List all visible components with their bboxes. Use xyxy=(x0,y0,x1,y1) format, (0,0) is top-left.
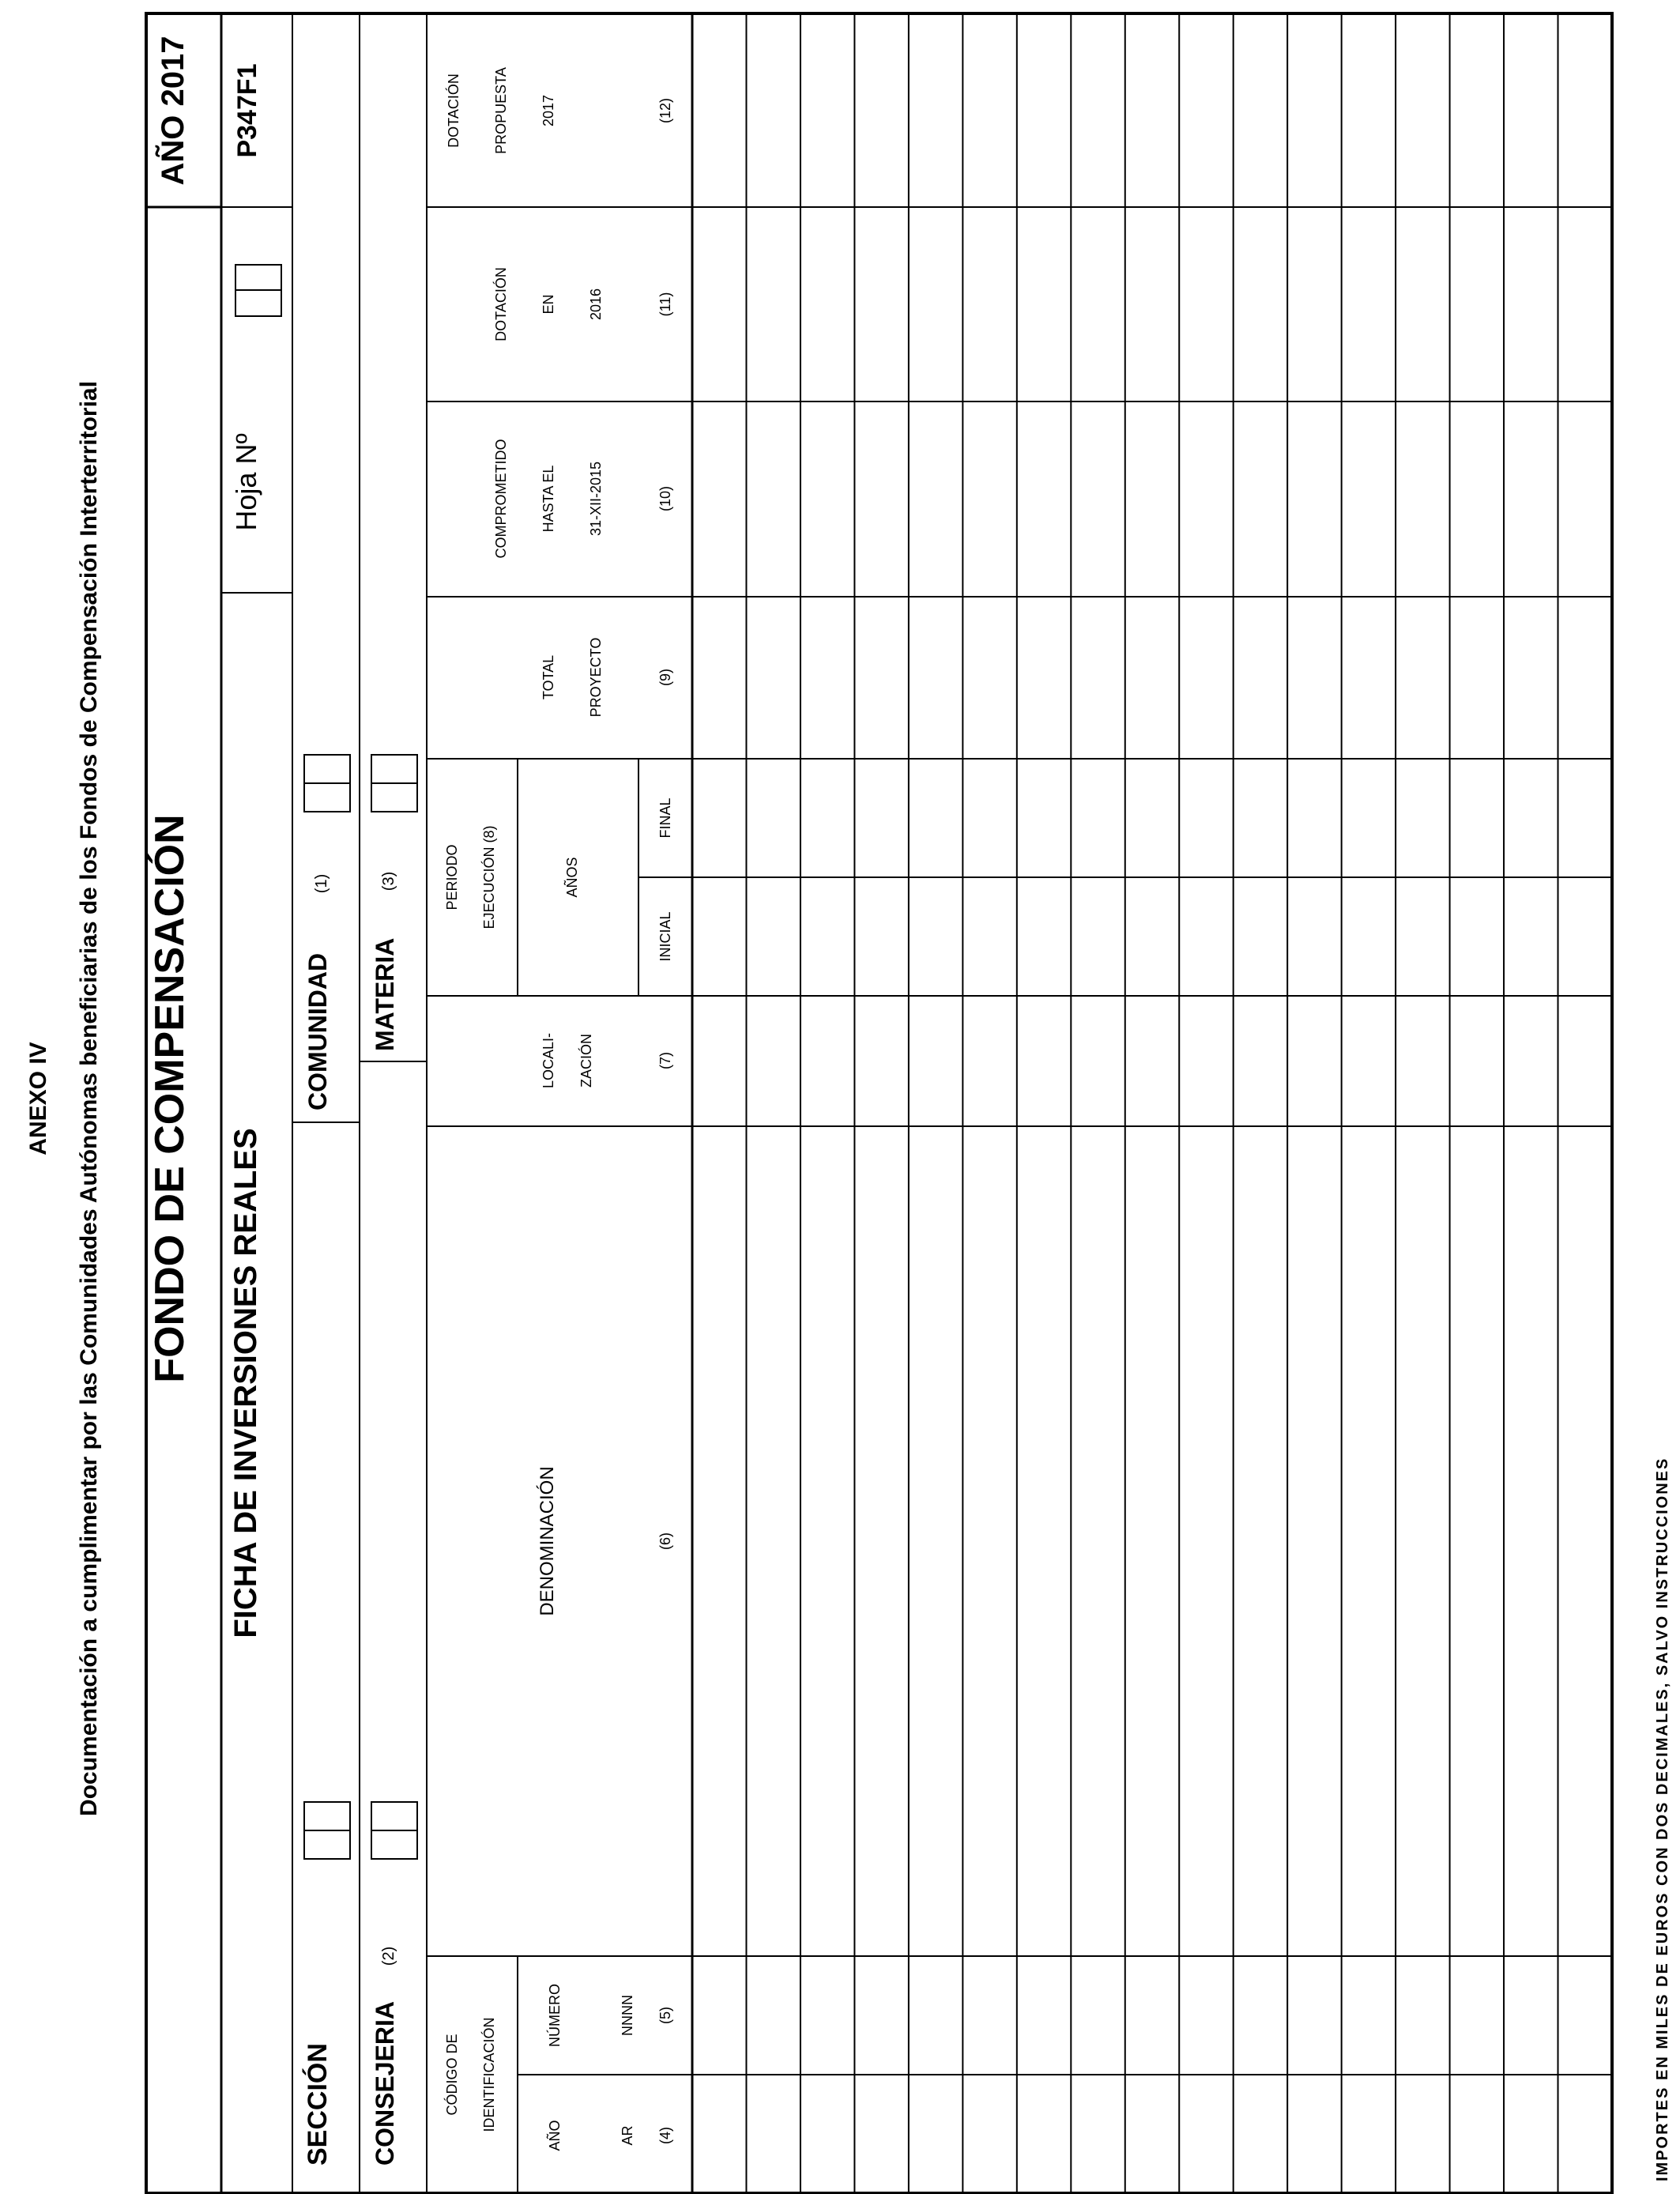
total-note: (9) xyxy=(657,669,673,686)
dotacion-prop-note: (12) xyxy=(657,97,673,124)
table-row[interactable] xyxy=(1125,13,1179,2193)
periodo-header-line2: EJECUCIÓN (8) xyxy=(481,825,497,929)
denominacion-header: DENOMINACIÓN xyxy=(537,1466,558,1616)
table-row[interactable] xyxy=(1450,13,1504,2193)
table-row[interactable] xyxy=(1504,13,1558,2193)
ano-header: AÑO xyxy=(547,2120,563,2151)
final-header: FINAL xyxy=(657,797,673,839)
denominacion-note: (6) xyxy=(657,1532,673,1550)
table-row[interactable] xyxy=(1071,13,1124,2193)
ano-format: AR xyxy=(620,2125,635,2146)
consejeria-note: (2) xyxy=(380,1946,397,1966)
sheet-number-label: Hoja Nº xyxy=(230,433,262,531)
comunidad-label: COMUNIDAD xyxy=(303,952,332,1110)
seccion-label: SECCIÓN xyxy=(303,2043,333,2166)
consejeria-label: CONSEJERIA xyxy=(371,2000,399,2166)
codigo-header-line2: IDENTIFICACIÓN xyxy=(481,2017,497,2132)
numero-header: NÚMERO xyxy=(547,1984,563,2047)
dotacion-prop-header-line1: DOTACIÓN xyxy=(446,74,461,148)
periodo-header-line1: PERIODO xyxy=(444,844,460,910)
footer-note: IMPORTES EN MILES DE EUROS CON DOS DECIMALES, SALVO INSTRUCCIONES xyxy=(1654,1457,1671,2181)
form-code: P347F1 xyxy=(232,63,262,158)
table-row[interactable] xyxy=(854,13,908,2193)
localizacion-header-line2: ZACIÓN xyxy=(578,1033,594,1088)
form-title: FONDO DE COMPENSACIÓN xyxy=(147,814,193,1383)
ano-note: (4) xyxy=(657,2127,673,2144)
column-headers xyxy=(427,67,692,2193)
dotacion-en-header-line1: DOTACIÓN xyxy=(493,267,509,341)
dotacion-en-header-line2: EN xyxy=(541,294,556,315)
dotacion-en-header-line3: 2016 xyxy=(588,288,604,321)
localizacion-header-line1: LOCALI- xyxy=(541,1032,556,1089)
comprometido-header-line2: HASTA EL xyxy=(541,465,556,533)
comprometido-header-line3: 31-XII-2015 xyxy=(588,461,604,537)
year-label: AÑO 2017 xyxy=(156,36,190,186)
table-row[interactable] xyxy=(692,13,746,2193)
dotacion-prop-header-line2: PROPUESTA xyxy=(493,67,509,154)
total-header-line1: TOTAL xyxy=(541,654,556,700)
codigo-header-line1: CÓDIGO DE xyxy=(444,2034,460,2116)
annex-title: ANEXO IV xyxy=(25,1042,51,1155)
total-header-line2: PROYECTO xyxy=(588,637,604,718)
table-row[interactable] xyxy=(1017,13,1071,2193)
dotacion-prop-header-line3: 2017 xyxy=(541,94,556,127)
comprometido-header-line1: COMPROMETIDO xyxy=(493,439,509,559)
dotacion-en-note: (11) xyxy=(657,292,673,317)
comprometido-note: (10) xyxy=(657,485,673,512)
table-row[interactable] xyxy=(1179,13,1233,2193)
localizacion-note: (7) xyxy=(657,1052,673,1069)
comunidad-note: (1) xyxy=(313,873,330,894)
table-row[interactable] xyxy=(962,13,1016,2193)
table-row[interactable] xyxy=(1287,13,1341,2193)
document-subtitle: Documentación a cumplimentar por las Comunidades Autónomas beneficiarias de los Fondos de Compensación Interterritorial xyxy=(76,381,102,1816)
table-row[interactable] xyxy=(800,13,854,2193)
table-row[interactable] xyxy=(1558,13,1612,2193)
form-subtitle: FICHA DE INVERSIONES REALES xyxy=(228,1128,263,1638)
materia-label: MATERIA xyxy=(371,937,399,1051)
data-grid xyxy=(692,13,1612,2193)
table-row[interactable] xyxy=(1342,13,1396,2193)
table-row[interactable] xyxy=(1234,13,1287,2193)
table-row[interactable] xyxy=(909,13,962,2193)
numero-note: (5) xyxy=(657,2007,673,2024)
table-row[interactable] xyxy=(1396,13,1449,2193)
inicial-header: INICIAL xyxy=(657,911,673,962)
anos-header: AÑOS xyxy=(564,857,580,898)
materia-note: (3) xyxy=(380,871,397,892)
table-row[interactable] xyxy=(746,13,800,2193)
numero-format: NNNN xyxy=(620,1995,635,2036)
